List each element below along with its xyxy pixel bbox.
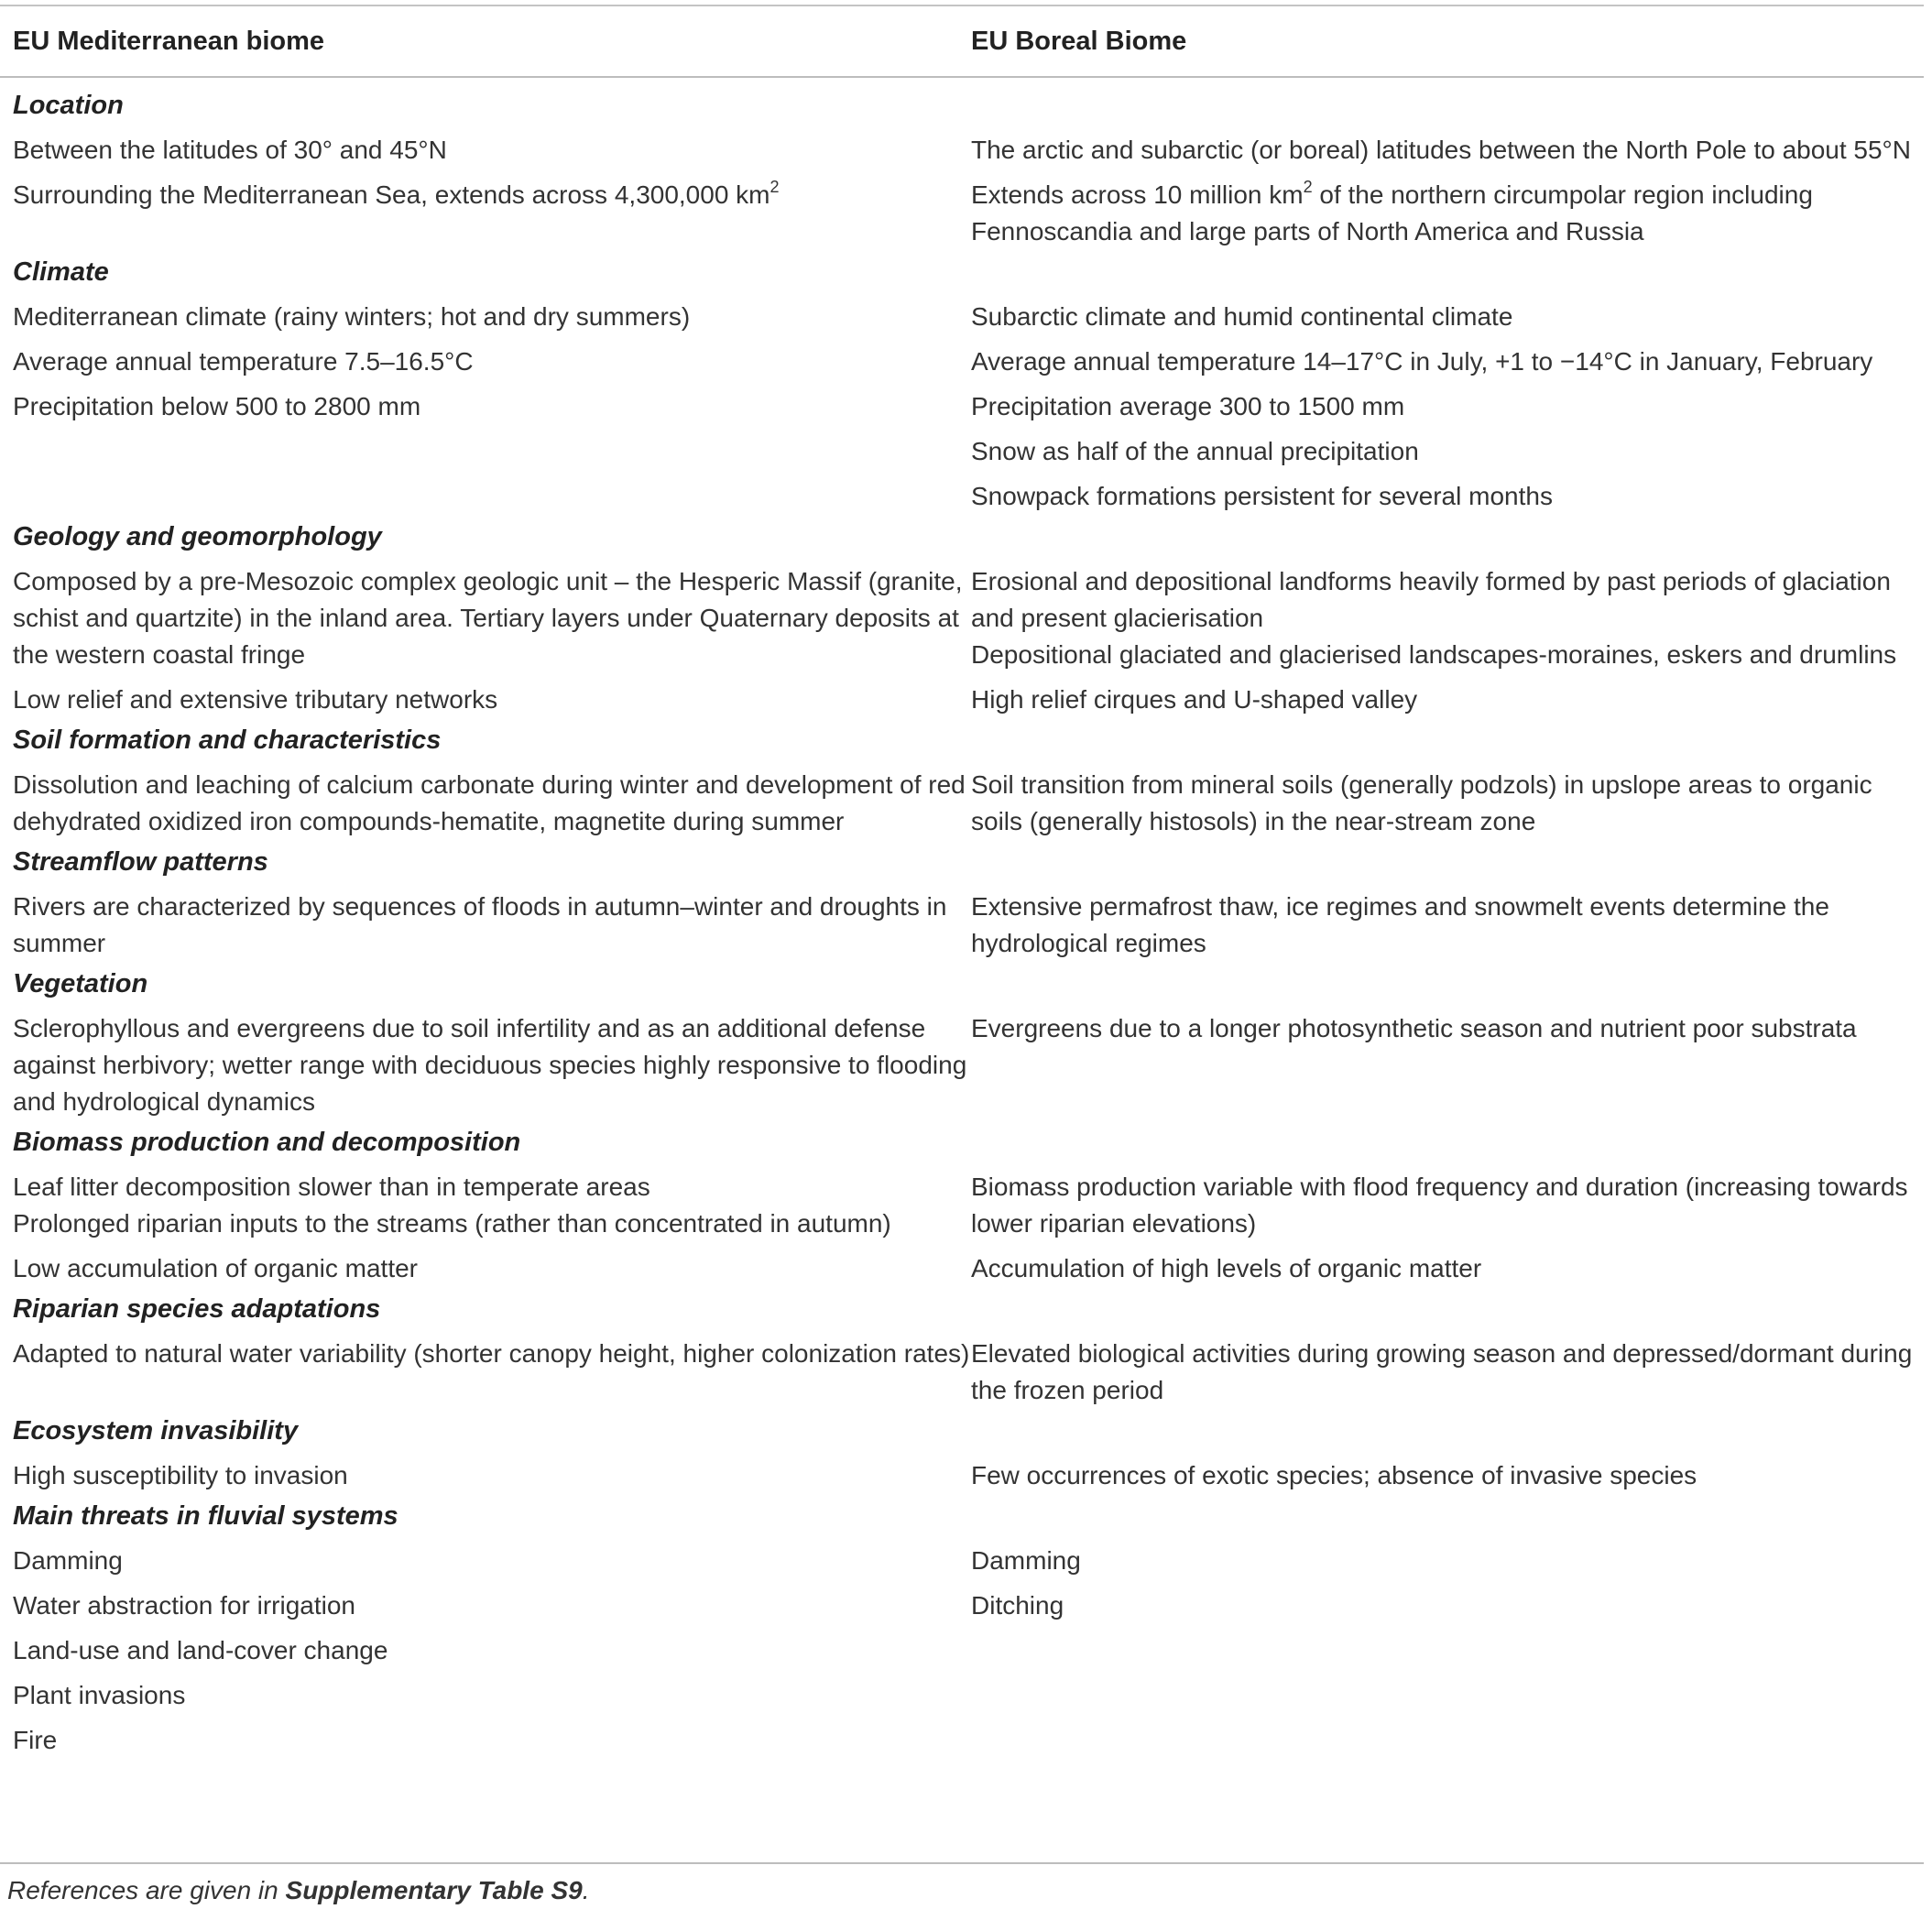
mediterranean-cell (0, 1449, 971, 1494)
section-title: Riparian species adaptations (13, 1294, 381, 1324)
table-bottom-rule (0, 1862, 1924, 1864)
boreal-cell (971, 290, 1924, 515)
cell-text (971, 1169, 1924, 1242)
cell-text-main: Dissolution and leaching of calcium carbonate during winter and development of red dehydrated oxidized iron compounds-hematite, magnetite during summer (13, 770, 966, 835)
section-title: Location (13, 91, 124, 120)
section-rows (0, 290, 1924, 515)
table-header-row (0, 6, 1924, 76)
section-rows (0, 1449, 1924, 1494)
section-rows (0, 555, 1924, 718)
cell-text-main: Average annual temperature 14–17°C in July, +1 to −14°C in January, February (971, 347, 1873, 376)
cell-text-main: Precipitation below 500 to 2800 mm (13, 392, 421, 420)
section-rows (0, 758, 1924, 840)
comparison-table (0, 5, 1924, 1759)
cell-text (971, 177, 1924, 250)
cell-text-main: Extends across 10 million km (971, 180, 1304, 209)
cell-text-main: Land-use and land-cover change (13, 1636, 388, 1664)
boreal-cell (971, 1449, 1924, 1494)
cell-text (971, 767, 1924, 840)
boreal-cell (971, 555, 1924, 718)
section-title: Geology and geomorphology (13, 522, 382, 551)
cell-text (971, 1336, 1924, 1409)
cell-text (971, 478, 1924, 515)
cell-text-main: Low accumulation of organic matter (13, 1254, 418, 1282)
boreal-cell (971, 1161, 1924, 1287)
cell-text (13, 1010, 971, 1120)
cell-text-main: Rivers are characterized by sequences of floods in autumn–winter and droughts in summer (13, 892, 947, 957)
cell-text (13, 1677, 971, 1714)
section-rows (0, 1327, 1924, 1409)
boreal-cell (971, 124, 1924, 250)
cell-text-main: Biomass production variable with flood frequency and duration (increasing towards lower riparian elevations) (971, 1173, 1908, 1238)
cell-text (13, 563, 971, 673)
cell-text (971, 1457, 1924, 1494)
section-rows (0, 1534, 1924, 1759)
table-body (0, 78, 1924, 1759)
cell-text (971, 299, 1924, 335)
cell-text (13, 388, 971, 425)
cell-text (13, 1169, 971, 1205)
mediterranean-cell (0, 555, 971, 718)
cell-text (971, 132, 1924, 169)
cell-text (971, 682, 1924, 718)
cell-text (13, 1543, 971, 1579)
section-title: Ecosystem invasibility (13, 1416, 299, 1445)
cell-text-continued: of the northern circumpolar region including Fennoscandia and large parts of North America and Russia (971, 180, 1813, 245)
cell-text-main: Fire (13, 1726, 58, 1754)
superscript: 2 (1303, 177, 1313, 196)
mediterranean-cell (0, 1534, 971, 1759)
cell-text (13, 1457, 971, 1494)
cell-text (971, 889, 1924, 962)
cell-text (971, 1010, 1924, 1047)
cell-text (971, 1250, 1924, 1287)
cell-text (13, 344, 971, 380)
cell-text-main: Average annual temperature 7.5–16.5°C (13, 347, 474, 376)
cell-text-main: Snow as half of the annual precipitation (971, 437, 1419, 465)
cell-text-main: Extensive permafrost thaw, ice regimes and snowmelt events determine the hydrological regimes (971, 892, 1829, 957)
header-boreal: EU Boreal Biome (971, 26, 1187, 56)
cell-text (971, 1587, 1924, 1624)
cell-text-main: Ditching (971, 1591, 1064, 1620)
section-title: Climate (13, 257, 109, 287)
cell-text (971, 433, 1924, 470)
cell-text (13, 132, 971, 169)
footnote-prefix: References are given in (7, 1876, 286, 1904)
cell-text-main: Soil transition from mineral soils (generally podzols) in upslope areas to organic soils (generally histosols) in the near-stream zone (971, 770, 1872, 835)
cell-text (13, 1205, 971, 1242)
cell-text (13, 299, 971, 335)
cell-text-main: Damming (13, 1546, 123, 1575)
boreal-cell (971, 1327, 1924, 1409)
section-title: Soil formation and characteristics (13, 725, 442, 755)
section-title: Biomass production and decomposition (13, 1128, 521, 1157)
mediterranean-cell (0, 290, 971, 515)
cell-text-main: Damming (971, 1546, 1081, 1575)
cell-text-main: Snowpack formations persistent for several months (971, 482, 1553, 510)
cell-text-main: Sclerophyllous and evergreens due to soil infertility and as an additional defense against herbivory; wetter range with deciduous species highly responsive to flooding and hydrological dynamics (13, 1014, 967, 1116)
mediterranean-cell (0, 124, 971, 250)
section-rows (0, 1161, 1924, 1287)
boreal-cell (971, 880, 1924, 962)
cell-text-main: Depositional glaciated and glacierised landscapes-moraines, eskers and drumlins (971, 640, 1897, 669)
cell-text-main: Low relief and extensive tributary networks (13, 685, 498, 714)
section-rows (0, 880, 1924, 962)
cell-text-main: Subarctic climate and humid continental climate (971, 302, 1513, 331)
cell-text-main: Precipitation average 300 to 1500 mm (971, 392, 1405, 420)
cell-text-main: High susceptibility to invasion (13, 1461, 348, 1489)
cell-text-main: Erosional and depositional landforms heavily formed by past periods of glaciation and present glacierisation (971, 567, 1891, 632)
cell-text-main: Prolonged riparian inputs to the streams (rather than concentrated in autumn) (13, 1209, 891, 1238)
cell-text (971, 563, 1924, 637)
boreal-cell (971, 1534, 1924, 1759)
boreal-cell (971, 1002, 1924, 1120)
mediterranean-cell (0, 1002, 971, 1120)
footnote-suffix: . (582, 1876, 590, 1904)
cell-text-main: Water abstraction for irrigation (13, 1591, 355, 1620)
cell-text (13, 1722, 971, 1759)
cell-text (971, 388, 1924, 425)
cell-text (971, 344, 1924, 380)
mediterranean-cell (0, 880, 971, 962)
cell-text-main: Adapted to natural water variability (shorter canopy height, higher colonization rates) (13, 1339, 970, 1368)
cell-text-main: Elevated biological activities during growing season and depressed/dormant during the frozen period (971, 1339, 1913, 1404)
cell-text-main: Plant invasions (13, 1681, 186, 1709)
section-title: Main threats in fluvial systems (13, 1501, 398, 1531)
cell-text-main: Composed by a pre-Mesozoic complex geologic unit – the Hesperic Massif (granite, schist and quartzite) in the inland area. Tertiary layers under Quaternary deposits at the western coastal fringe (13, 567, 963, 669)
mediterranean-cell (0, 758, 971, 840)
cell-text (13, 1587, 971, 1624)
boreal-cell (971, 758, 1924, 840)
section-rows (0, 1002, 1924, 1120)
cell-text-main: Few occurrences of exotic species; absence of invasive species (971, 1461, 1697, 1489)
cell-text (13, 177, 971, 213)
superscript: 2 (770, 177, 780, 196)
cell-text-main: High relief cirques and U-shaped valley (971, 685, 1418, 714)
cell-text (971, 1543, 1924, 1579)
section-rows (0, 124, 1924, 250)
table-footnote (7, 1876, 589, 1905)
cell-text (13, 1336, 971, 1372)
cell-text-main: Evergreens due to a longer photosynthetic season and nutrient poor substrata (971, 1014, 1857, 1042)
footnote-reference: Supplementary Table S9 (285, 1876, 583, 1904)
cell-text-main: The arctic and subarctic (or boreal) latitudes between the North Pole to about 55°N (971, 136, 1911, 164)
cell-text (13, 767, 971, 840)
cell-text (13, 889, 971, 962)
cell-text-main: Between the latitudes of 30° and 45°N (13, 136, 447, 164)
section-title: Vegetation (13, 969, 148, 998)
cell-text (13, 1250, 971, 1287)
section-title: Streamflow patterns (13, 847, 268, 877)
cell-text (13, 1632, 971, 1669)
cell-text (971, 637, 1924, 673)
mediterranean-cell (0, 1327, 971, 1409)
header-mediterranean: EU Mediterranean biome (13, 26, 325, 56)
cell-text-main: Leaf litter decomposition slower than in temperate areas (13, 1173, 650, 1201)
cell-text-main: Accumulation of high levels of organic matter (971, 1254, 1482, 1282)
cell-text (13, 682, 971, 718)
mediterranean-cell (0, 1161, 971, 1287)
cell-text-main: Surrounding the Mediterranean Sea, extends across 4,300,000 km (13, 180, 770, 209)
cell-text-main: Mediterranean climate (rainy winters; hot and dry summers) (13, 302, 691, 331)
